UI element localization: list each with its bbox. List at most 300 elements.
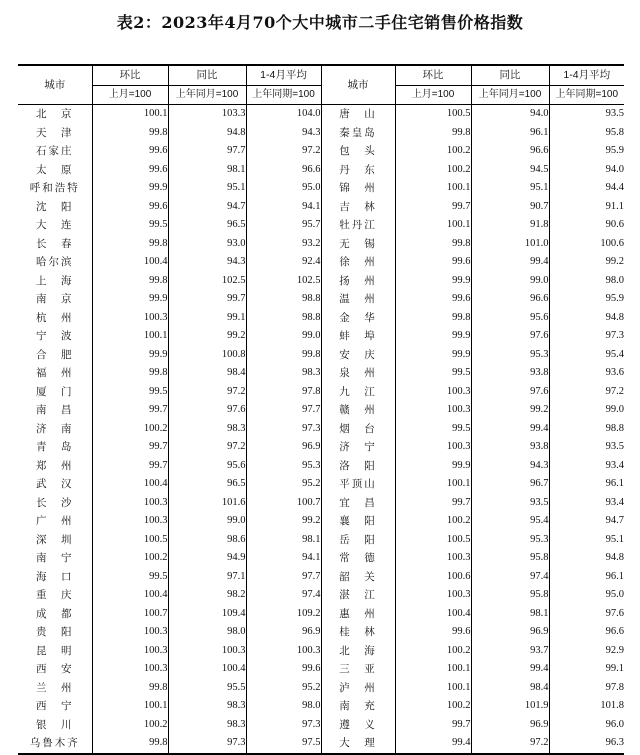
table-row [18, 105, 624, 124]
table-row [18, 383, 624, 402]
ytd-value: 99.2 [549, 253, 624, 272]
city-cell: 唐 山 [321, 105, 395, 124]
table-row [18, 475, 624, 494]
city-cell: 贵 阳 [36, 626, 74, 638]
yoy-value: 95.8 [471, 549, 549, 568]
yoy-value: 100.4 [168, 660, 246, 679]
yoy-value: 94.5 [471, 161, 549, 180]
city-cell: 洛 阳 [321, 457, 395, 476]
yoy-value: 95.1 [471, 179, 549, 198]
city-cell: 锦 州 [321, 179, 395, 198]
ytd-value: 96.1 [549, 568, 624, 587]
yoy-value: 101.9 [471, 697, 549, 716]
ytd-value: 93.6 [549, 364, 624, 383]
mom-value: 99.9 [92, 290, 168, 309]
yoy-value: 97.6 [168, 401, 246, 420]
city-cell: 牡丹江 [321, 216, 395, 235]
ytd-value: 97.7 [246, 568, 321, 587]
ytd-value: 99.2 [246, 512, 321, 531]
ytd-value: 94.7 [549, 512, 624, 531]
ytd-value: 102.5 [246, 272, 321, 291]
yoy-value: 98.1 [471, 605, 549, 624]
ytd-value: 97.4 [246, 586, 321, 605]
yoy-value: 109.4 [168, 605, 246, 624]
table-row [18, 253, 624, 272]
mom-value: 99.5 [92, 383, 168, 402]
yoy-column-header: 同比 [168, 65, 246, 85]
table-row [18, 716, 624, 735]
ytd-value: 95.9 [549, 142, 624, 161]
mom-value: 100.3 [92, 660, 168, 679]
yoy-value: 96.1 [471, 124, 549, 143]
yoy-value: 98.2 [168, 586, 246, 605]
city-cell: 合 肥 [36, 348, 74, 361]
mom-value: 99.8 [92, 679, 168, 698]
city-cell: 上 海 [36, 274, 74, 287]
city-cell: 乌鲁木齐 [18, 734, 92, 754]
mom-value: 99.9 [395, 346, 471, 365]
ytd-value: 90.6 [549, 216, 624, 235]
ytd-value: 95.2 [246, 679, 321, 698]
table-row [18, 401, 624, 420]
city-cell: 泸 州 [321, 679, 395, 698]
ytd-value: 96.9 [246, 623, 321, 642]
city-cell: 岳 阳 [321, 531, 395, 550]
yoy-value: 98.3 [168, 420, 246, 439]
yoy-column-header: 同比 [471, 65, 549, 85]
ytd-value: 97.2 [246, 142, 321, 161]
table-row [18, 346, 624, 365]
table-row [18, 142, 624, 161]
city-cell: 泉 州 [321, 364, 395, 383]
mom-value: 100.2 [92, 420, 168, 439]
mom-value: 100.3 [92, 512, 168, 531]
mom-value: 99.8 [92, 235, 168, 254]
yoy-value: 97.1 [168, 568, 246, 587]
mom-value: 100.4 [92, 253, 168, 272]
city-cell: 宁 波 [36, 330, 74, 342]
city-cell: 杭 州 [36, 311, 74, 324]
yoy-value: 99.4 [471, 660, 549, 679]
yoy-value: 99.2 [168, 327, 246, 346]
ytd-value: 98.8 [246, 290, 321, 309]
city-cell: 南 京 [36, 293, 74, 305]
ytd-value: 95.0 [246, 179, 321, 198]
table-row [18, 660, 624, 679]
table-row [18, 179, 624, 198]
mom-value: 99.9 [395, 457, 471, 476]
ytd-value: 98.0 [549, 272, 624, 291]
mom-value: 100.4 [92, 475, 168, 494]
mom-value: 100.3 [92, 494, 168, 513]
mom-value: 100.2 [395, 142, 471, 161]
ytd-value: 97.3 [549, 327, 624, 346]
mom-base-header: 上月=100 [395, 85, 471, 105]
city-cell: 海 口 [36, 570, 74, 583]
table-row [18, 586, 624, 605]
yoy-value: 96.6 [471, 142, 549, 161]
ytd-value: 99.6 [246, 660, 321, 679]
ytd-value: 94.8 [549, 549, 624, 568]
city-column-header: 城市 [18, 65, 92, 105]
table-row [18, 549, 624, 568]
city-cell: 青 岛 [36, 441, 74, 453]
yoy-value: 97.6 [471, 383, 549, 402]
ytd-value: 97.3 [246, 420, 321, 439]
ytd-value: 96.1 [549, 475, 624, 494]
yoy-value: 95.4 [471, 512, 549, 531]
yoy-value: 97.2 [168, 438, 246, 457]
mom-value: 100.2 [92, 716, 168, 735]
ytd-value: 93.5 [549, 438, 624, 457]
ytd-value: 95.1 [549, 531, 624, 550]
city-cell: 广 州 [36, 515, 74, 527]
city-cell: 长 沙 [36, 496, 74, 509]
table-header [18, 65, 624, 105]
yoy-value: 97.6 [471, 327, 549, 346]
mom-value: 99.9 [395, 272, 471, 291]
table-row [18, 216, 624, 235]
table-row [18, 697, 624, 716]
ytd-value: 98.3 [246, 364, 321, 383]
table-row [18, 679, 624, 698]
ytd-value: 99.0 [246, 327, 321, 346]
city-cell: 无 锡 [321, 235, 395, 254]
yoy-value: 95.1 [168, 179, 246, 198]
city-cell: 大 理 [321, 734, 395, 754]
table-row [18, 457, 624, 476]
ytd-value: 97.2 [549, 383, 624, 402]
mom-value: 99.7 [395, 198, 471, 217]
mom-value: 100.2 [395, 161, 471, 180]
yoy-value: 94.8 [168, 124, 246, 143]
table-row [18, 642, 624, 661]
mom-value: 100.1 [92, 105, 168, 124]
mom-value: 99.5 [92, 216, 168, 235]
mom-value: 100.3 [92, 309, 168, 328]
yoy-value: 96.5 [168, 216, 246, 235]
yoy-value: 93.8 [471, 364, 549, 383]
yoy-value: 93.7 [471, 642, 549, 661]
mom-value: 100.1 [395, 679, 471, 698]
city-cell: 天 津 [36, 126, 74, 139]
table-row [18, 734, 624, 754]
mom-value: 100.1 [395, 660, 471, 679]
city-cell: 蚌 埠 [321, 327, 395, 346]
yoy-value: 96.9 [471, 623, 549, 642]
table-row [18, 309, 624, 328]
mom-value: 100.3 [395, 549, 471, 568]
city-cell: 宜 昌 [321, 494, 395, 513]
city-cell: 北 京 [36, 108, 74, 120]
city-cell: 韶 关 [321, 568, 395, 587]
yoy-value: 96.6 [471, 290, 549, 309]
ytd-value: 95.8 [549, 124, 624, 143]
mom-value: 99.6 [395, 290, 471, 309]
city-cell: 长 春 [36, 237, 74, 250]
table-row [18, 438, 624, 457]
yoy-value: 97.4 [471, 568, 549, 587]
mom-value: 100.3 [395, 438, 471, 457]
city-cell: 赣 州 [321, 401, 395, 420]
ytd-value: 94.4 [549, 179, 624, 198]
mom-value: 99.5 [395, 364, 471, 383]
yoy-value: 98.4 [471, 679, 549, 698]
mom-value: 100.3 [395, 586, 471, 605]
yoy-value: 96.9 [471, 716, 549, 735]
ytd-value: 98.8 [549, 420, 624, 439]
table-row [18, 420, 624, 439]
ytd-value: 100.7 [246, 494, 321, 513]
city-cell: 哈尔滨 [36, 256, 74, 268]
mom-value: 99.8 [92, 734, 168, 754]
city-cell: 温 州 [321, 290, 395, 309]
mom-value: 99.8 [92, 364, 168, 383]
mom-value: 100.3 [92, 642, 168, 661]
ytd-value: 99.0 [549, 401, 624, 420]
city-cell: 武 汉 [36, 478, 74, 490]
ytd-value: 97.6 [549, 605, 624, 624]
mom-value: 99.8 [92, 272, 168, 291]
city-cell: 石家庄 [36, 145, 74, 157]
yoy-value: 97.3 [168, 734, 246, 754]
yoy-value: 102.5 [168, 272, 246, 291]
yoy-value: 98.1 [168, 161, 246, 180]
ytd-value: 94.8 [549, 309, 624, 328]
table-row [18, 161, 624, 180]
city-cell: 兰 州 [36, 681, 74, 694]
yoy-value: 100.8 [168, 346, 246, 365]
table-row [18, 272, 624, 291]
mom-value: 99.8 [395, 309, 471, 328]
mom-value: 99.9 [92, 346, 168, 365]
mom-value: 99.8 [395, 235, 471, 254]
ytd-value: 98.0 [246, 697, 321, 716]
city-cell: 丹 东 [321, 161, 395, 180]
mom-value: 99.6 [92, 198, 168, 217]
ytd-value: 95.3 [246, 457, 321, 476]
yoy-value: 93.8 [471, 438, 549, 457]
city-cell: 三 亚 [321, 660, 395, 679]
ytd-value: 95.4 [549, 346, 624, 365]
city-cell: 沈 阳 [36, 200, 74, 213]
yoy-value: 99.0 [471, 272, 549, 291]
ytd-value: 92.9 [549, 642, 624, 661]
table-row [18, 124, 624, 143]
ytd-value: 96.0 [549, 716, 624, 735]
table-row [18, 623, 624, 642]
mom-value: 100.1 [395, 216, 471, 235]
city-cell: 惠 州 [321, 605, 395, 624]
mom-value: 100.4 [92, 586, 168, 605]
mom-value: 100.3 [92, 623, 168, 642]
city-cell: 襄 阳 [321, 512, 395, 531]
yoy-value: 94.3 [168, 253, 246, 272]
mom-value: 100.3 [395, 383, 471, 402]
mom-value: 99.6 [92, 161, 168, 180]
mom-value: 99.6 [395, 623, 471, 642]
mom-value: 100.2 [92, 549, 168, 568]
ytd-value: 96.3 [549, 734, 624, 754]
mom-value: 99.7 [92, 457, 168, 476]
mom-value: 99.5 [395, 420, 471, 439]
table-row [18, 568, 624, 587]
city-cell: 北 海 [321, 642, 395, 661]
yoy-value: 99.4 [471, 420, 549, 439]
city-cell: 银 川 [36, 718, 74, 731]
table-row [18, 198, 624, 217]
ytd-value: 96.9 [246, 438, 321, 457]
mom-value: 100.2 [395, 642, 471, 661]
city-cell: 南 充 [321, 697, 395, 716]
yoy-value: 96.7 [471, 475, 549, 494]
city-cell: 包 头 [321, 142, 395, 161]
city-cell: 呼和浩特 [29, 182, 80, 194]
mom-value: 99.9 [395, 327, 471, 346]
yoy-value: 99.0 [168, 512, 246, 531]
mom-value: 100.4 [395, 605, 471, 624]
yoy-value: 99.4 [471, 253, 549, 272]
yoy-value: 95.6 [168, 457, 246, 476]
yoy-value: 103.3 [168, 105, 246, 124]
yoy-value: 94.7 [168, 198, 246, 217]
city-cell: 南 昌 [36, 404, 74, 416]
mom-value: 100.5 [395, 105, 471, 124]
mom-value: 100.2 [395, 697, 471, 716]
ytd-value: 94.1 [246, 198, 321, 217]
yoy-value: 98.6 [168, 531, 246, 550]
ytd-value: 97.5 [246, 734, 321, 754]
city-cell: 西 宁 [36, 700, 74, 712]
yoy-value: 95.6 [471, 309, 549, 328]
mom-value: 100.7 [92, 605, 168, 624]
yoy-value: 99.7 [168, 290, 246, 309]
mom-value: 99.6 [92, 142, 168, 161]
mom-value: 100.6 [395, 568, 471, 587]
yoy-value: 98.0 [168, 623, 246, 642]
mom-value: 100.1 [92, 697, 168, 716]
yoy-value: 93.0 [168, 235, 246, 254]
mom-value: 100.1 [92, 327, 168, 346]
city-cell: 郑 州 [36, 459, 74, 472]
yoy-value: 91.8 [471, 216, 549, 235]
yoy-value: 99.2 [471, 401, 549, 420]
city-cell: 秦皇岛 [321, 124, 395, 143]
city-cell: 昆 明 [36, 644, 74, 657]
mom-value: 100.3 [395, 401, 471, 420]
yoy-base-header: 上年同月=100 [471, 85, 549, 105]
ytd-value: 97.8 [246, 383, 321, 402]
ytd-value: 93.5 [549, 105, 624, 124]
city-cell: 大 连 [36, 219, 74, 231]
ytd-value: 95.0 [549, 586, 624, 605]
table-row [18, 531, 624, 550]
mom-value: 100.1 [395, 475, 471, 494]
ytd-value: 95.2 [246, 475, 321, 494]
yoy-value: 95.3 [471, 531, 549, 550]
mom-column-header: 环比 [395, 65, 471, 85]
city-cell: 成 都 [36, 607, 74, 620]
city-cell: 南 宁 [36, 552, 74, 564]
ytd-value: 98.8 [246, 309, 321, 328]
header-row-1 [18, 65, 624, 85]
table-row [18, 512, 624, 531]
ytd-value: 104.0 [246, 105, 321, 124]
ytd-value: 99.8 [246, 346, 321, 365]
mom-value: 99.8 [395, 124, 471, 143]
city-cell: 常 德 [321, 549, 395, 568]
table-row [18, 290, 624, 309]
yoy-value: 93.5 [471, 494, 549, 513]
ytd-base-header: 上年同期=100 [549, 85, 624, 105]
city-cell: 平顶山 [321, 475, 395, 494]
city-cell: 吉 林 [321, 198, 395, 217]
city-cell: 济 宁 [321, 438, 395, 457]
city-cell: 厦 门 [36, 385, 74, 398]
city-cell: 湛 江 [321, 586, 395, 605]
yoy-value: 101.0 [471, 235, 549, 254]
ytd-value: 94.1 [246, 549, 321, 568]
ytd-column-header: 1-4月平均 [246, 65, 321, 85]
ytd-value: 97.3 [246, 716, 321, 735]
mom-value: 100.5 [395, 531, 471, 550]
ytd-column-header: 1-4月平均 [549, 65, 624, 85]
city-cell: 济 南 [36, 422, 74, 435]
city-cell: 桂 林 [321, 623, 395, 642]
ytd-value: 95.9 [549, 290, 624, 309]
city-cell: 西 安 [36, 663, 74, 675]
yoy-value: 96.5 [168, 475, 246, 494]
ytd-value: 95.7 [246, 216, 321, 235]
ytd-value: 94.3 [246, 124, 321, 143]
mom-value: 99.7 [92, 438, 168, 457]
yoy-value: 95.5 [168, 679, 246, 698]
ytd-value: 98.1 [246, 531, 321, 550]
table-title: 表2：2023年4月70个大中城市二手住宅销售价格指数 [116, 13, 524, 32]
mom-value: 99.4 [395, 734, 471, 754]
mom-value: 99.8 [92, 124, 168, 143]
city-cell: 安 庆 [321, 346, 395, 365]
yoy-value: 97.2 [471, 734, 549, 754]
table-row [18, 327, 624, 346]
yoy-value: 98.4 [168, 364, 246, 383]
ytd-value: 93.4 [549, 457, 624, 476]
city-cell: 扬 州 [321, 272, 395, 291]
yoy-value: 97.2 [168, 383, 246, 402]
table-body [18, 105, 624, 754]
yoy-value: 95.3 [471, 346, 549, 365]
mom-value: 99.7 [395, 494, 471, 513]
ytd-base-header: 上年同期=100 [246, 85, 321, 105]
yoy-value: 97.7 [168, 142, 246, 161]
mom-value: 99.9 [92, 179, 168, 198]
table-row [18, 605, 624, 624]
city-cell: 遵 义 [321, 716, 395, 735]
price-index-table [18, 64, 624, 755]
mom-value: 100.1 [395, 179, 471, 198]
city-cell: 福 州 [36, 367, 74, 379]
city-cell: 深 圳 [36, 533, 74, 546]
city-cell: 太 原 [36, 163, 74, 176]
ytd-value: 100.3 [246, 642, 321, 661]
table-row [18, 235, 624, 254]
ytd-value: 101.8 [549, 697, 624, 716]
mom-value: 100.5 [92, 531, 168, 550]
ytd-value: 100.6 [549, 235, 624, 254]
yoy-value: 101.6 [168, 494, 246, 513]
mom-base-header: 上月=100 [92, 85, 168, 105]
ytd-value: 97.8 [549, 679, 624, 698]
